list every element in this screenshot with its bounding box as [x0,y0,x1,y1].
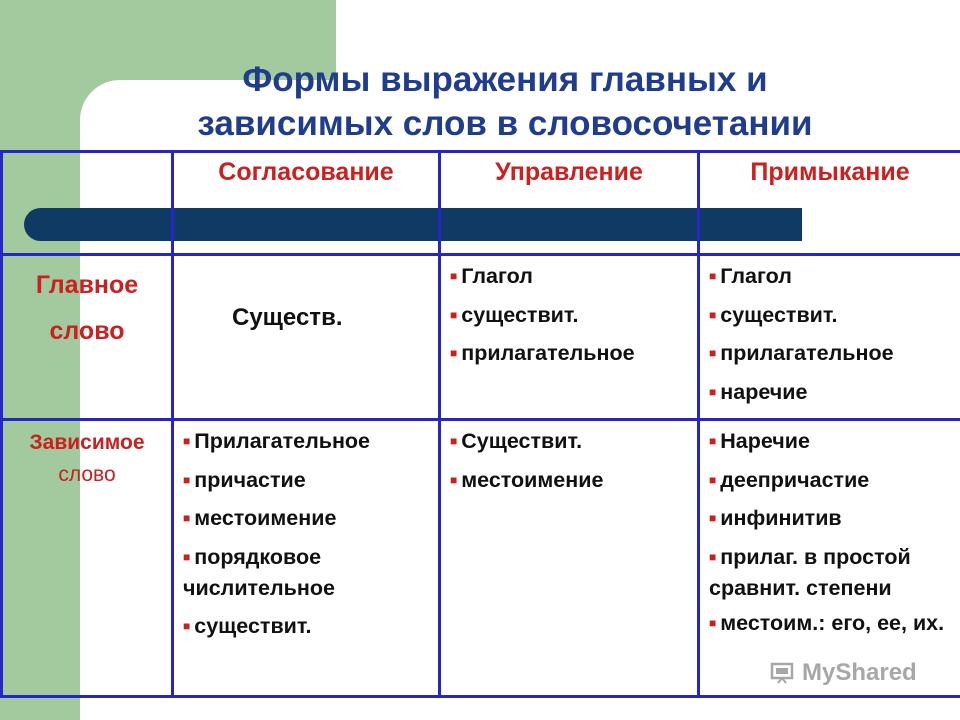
bullet-icon: ■ [709,346,717,360]
header-band [24,208,802,241]
header-government: Управление [495,158,643,186]
list-item: ■ существит. [183,613,312,638]
row-label-dependent [3,427,171,491]
list-item: ■ порядковое числительное [183,544,335,600]
list-item: ■ Существит. [450,429,583,453]
watermark [770,659,917,687]
grid-line [438,150,441,698]
bullet-icon: ■ [709,384,717,399]
bullet-icon: ■ [709,434,717,448]
header-agreement: Согласование [218,158,394,186]
title-line-2: зависимых слов в словосочетании [197,104,813,143]
list-item: ■ Глагол [450,264,533,288]
slide-title [100,58,910,146]
cell-main-adjoining [709,257,959,411]
grid-line [0,150,3,698]
grid-line [697,150,700,698]
bullet-icon: ■ [709,269,717,283]
bullet-icon: ■ [183,618,191,633]
list-item: ■ инфинитив [709,506,842,530]
list-item: ■ прилагательное [450,341,635,365]
grid-line [0,418,960,421]
bullet-icon: ■ [450,472,458,487]
list-item: ■ Прилагательное [183,429,371,453]
row-label-dependent-line2: слово [58,463,116,486]
cell-dependent-adjoining [709,422,959,642]
list-item: ■ существит. [450,302,579,327]
bullet-icon: ■ [183,472,191,487]
grid-line [171,150,174,698]
cell-dependent-agreement [183,422,433,645]
bullet-icon: ■ [709,549,717,564]
cell-dependent-government [450,422,695,499]
bullet-icon: ■ [183,549,191,564]
bullet-icon: ■ [709,307,717,322]
header-adjoining: Примыкание [750,158,910,186]
grid-line [0,253,960,256]
bullet-icon: ■ [450,346,458,360]
bullet-icon: ■ [450,269,458,283]
grid-line [0,695,960,698]
grid-line [0,150,960,153]
cell-main-government [450,257,695,373]
bullet-icon: ■ [709,511,717,525]
cell-main-agreement: Существ. [232,304,343,331]
list-item: ■ местоимение [450,467,604,492]
list-item: ■ прилагательное [709,341,894,365]
bullet-icon: ■ [183,434,191,448]
row-label-dependent-line1: Зависимое [29,431,145,454]
list-item: ■ наречие [709,379,808,404]
list-item: ■ существит. [709,302,838,327]
list-item: ■ местоим.: его, ее, их. [709,610,945,635]
list-item: ■ прилаг. в простой сравнит. степени [709,544,911,600]
forms-table [0,150,960,698]
presentation-icon [770,660,796,684]
bullet-icon: ■ [709,472,717,487]
list-item: ■ деепричастие [709,467,870,492]
bullet-icon: ■ [183,511,191,525]
title-line-1: Формы выражения главных и [242,60,768,99]
watermark-text: MyShared [802,659,917,686]
bullet-icon: ■ [450,307,458,322]
list-item: ■ местоимение [183,506,337,530]
list-item: ■ причастие [183,467,306,492]
list-item: ■ Наречие [709,429,810,453]
row-label-main [3,262,171,354]
bullet-icon: ■ [450,434,458,448]
bullet-icon: ■ [709,615,717,630]
list-item: ■ Глагол [709,264,792,288]
row-label-main-line2: слово [49,317,125,345]
row-label-main-line1: Главное [35,271,139,299]
